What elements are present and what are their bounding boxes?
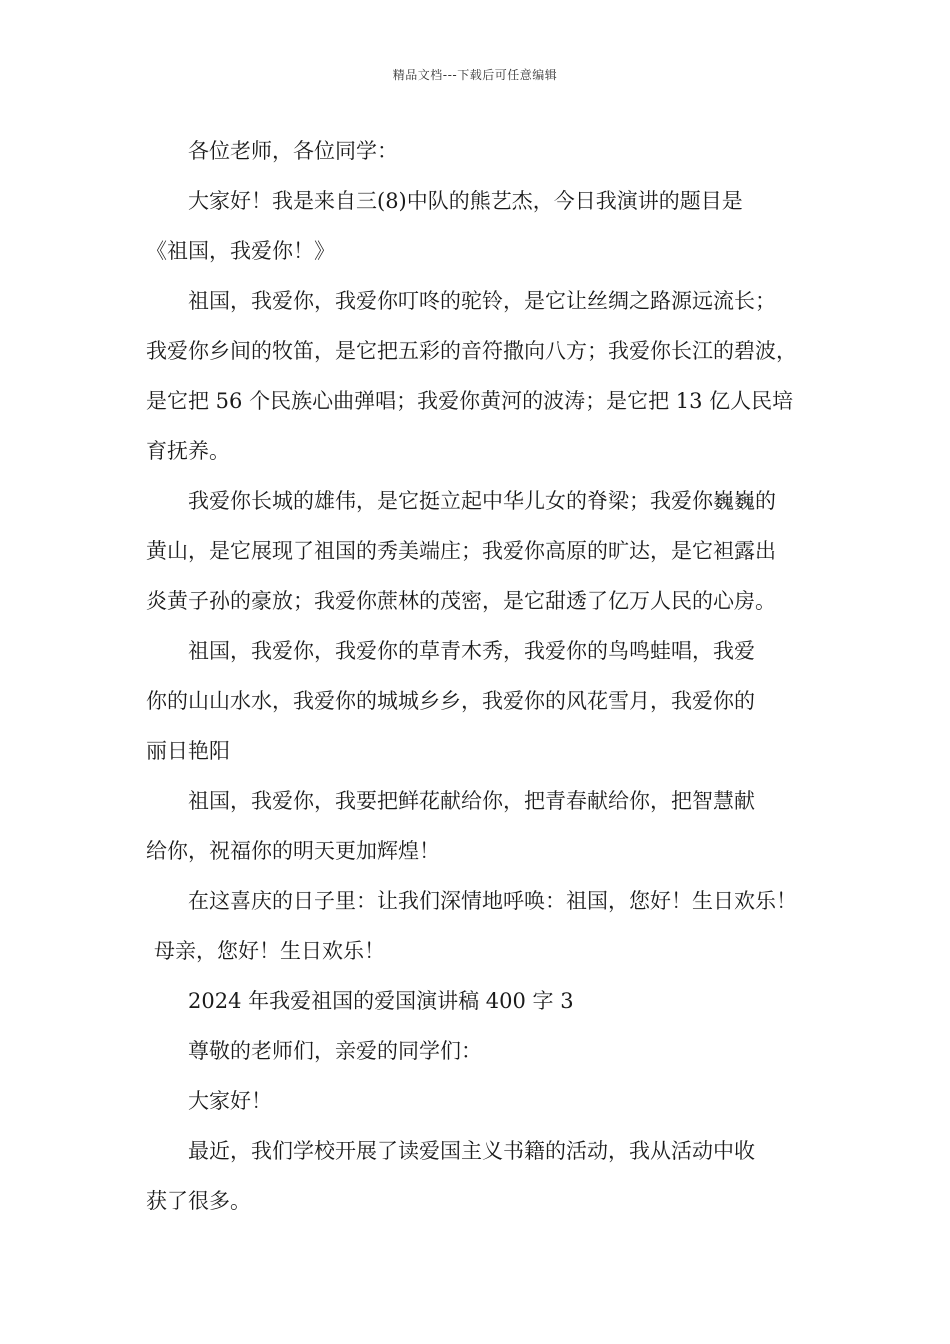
text-line: 是它把 56 个民族心曲弹唱；我爱你黄河的波涛；是它把 13 亿人民培	[146, 389, 794, 413]
text-line: 我爱你长城的雄伟，是它挺立起中华儿女的脊梁；我爱你巍巍的	[188, 489, 776, 513]
text-line: 祖国，我爱你，我爱你叮咚的驼铃，是它让丝绸之路源远流长；	[188, 289, 776, 313]
text-line: 育抚养。	[146, 439, 230, 463]
text-line: 祖国，我爱你，我爱你的草青木秀，我爱你的鸟鸣蛙唱，我爱	[188, 639, 755, 663]
text-line: 大家好！我是来自三(8)中队的熊艺杰，今日我演讲的题目是	[188, 189, 743, 213]
text-line: 丽日艳阳	[146, 739, 230, 763]
text-line: 黄山，是它展现了祖国的秀美端庄；我爱你高原的旷达，是它袒露出	[146, 539, 776, 563]
text-line: 母亲，您好！生日欢乐！	[154, 939, 385, 963]
text-line: 《祖国，我爱你！》	[146, 239, 335, 263]
section-heading: 2024 年我爱祖国的爱国演讲稿 400 字 3	[188, 989, 574, 1013]
text-line: 在这喜庆的日子里：让我们深情地呼唤：祖国，您好！生日欢乐！	[188, 889, 797, 913]
text-line: 你的山山水水，我爱你的城城乡乡，我爱你的风花雪月，我爱你的	[146, 689, 755, 713]
text-line: 我爱你乡间的牧笛，是它把五彩的音符撒向八方；我爱你长江的碧波，	[146, 339, 797, 363]
text-line: 祖国，我爱你，我要把鲜花献给你，把青春献给你，把智慧献	[188, 789, 755, 813]
text-line: 尊敬的老师们，亲爱的同学们：	[188, 1039, 482, 1063]
document-body	[146, 126, 814, 1226]
text-line: 各位老师，各位同学：	[188, 139, 398, 163]
text-line: 最近，我们学校开展了读爱国主义书籍的活动，我从活动中收	[188, 1139, 755, 1163]
text-line: 炎黄子孙的豪放；我爱你蔗林的茂密，是它甜透了亿万人民的心房。	[146, 589, 776, 613]
text-line: 给你，祝福你的明天更加辉煌！	[146, 839, 440, 863]
page-header: 精品文档---下载后可任意编辑	[392, 68, 558, 82]
text-line: 获了很多。	[146, 1189, 251, 1213]
text-line: 大家好！	[188, 1089, 272, 1113]
